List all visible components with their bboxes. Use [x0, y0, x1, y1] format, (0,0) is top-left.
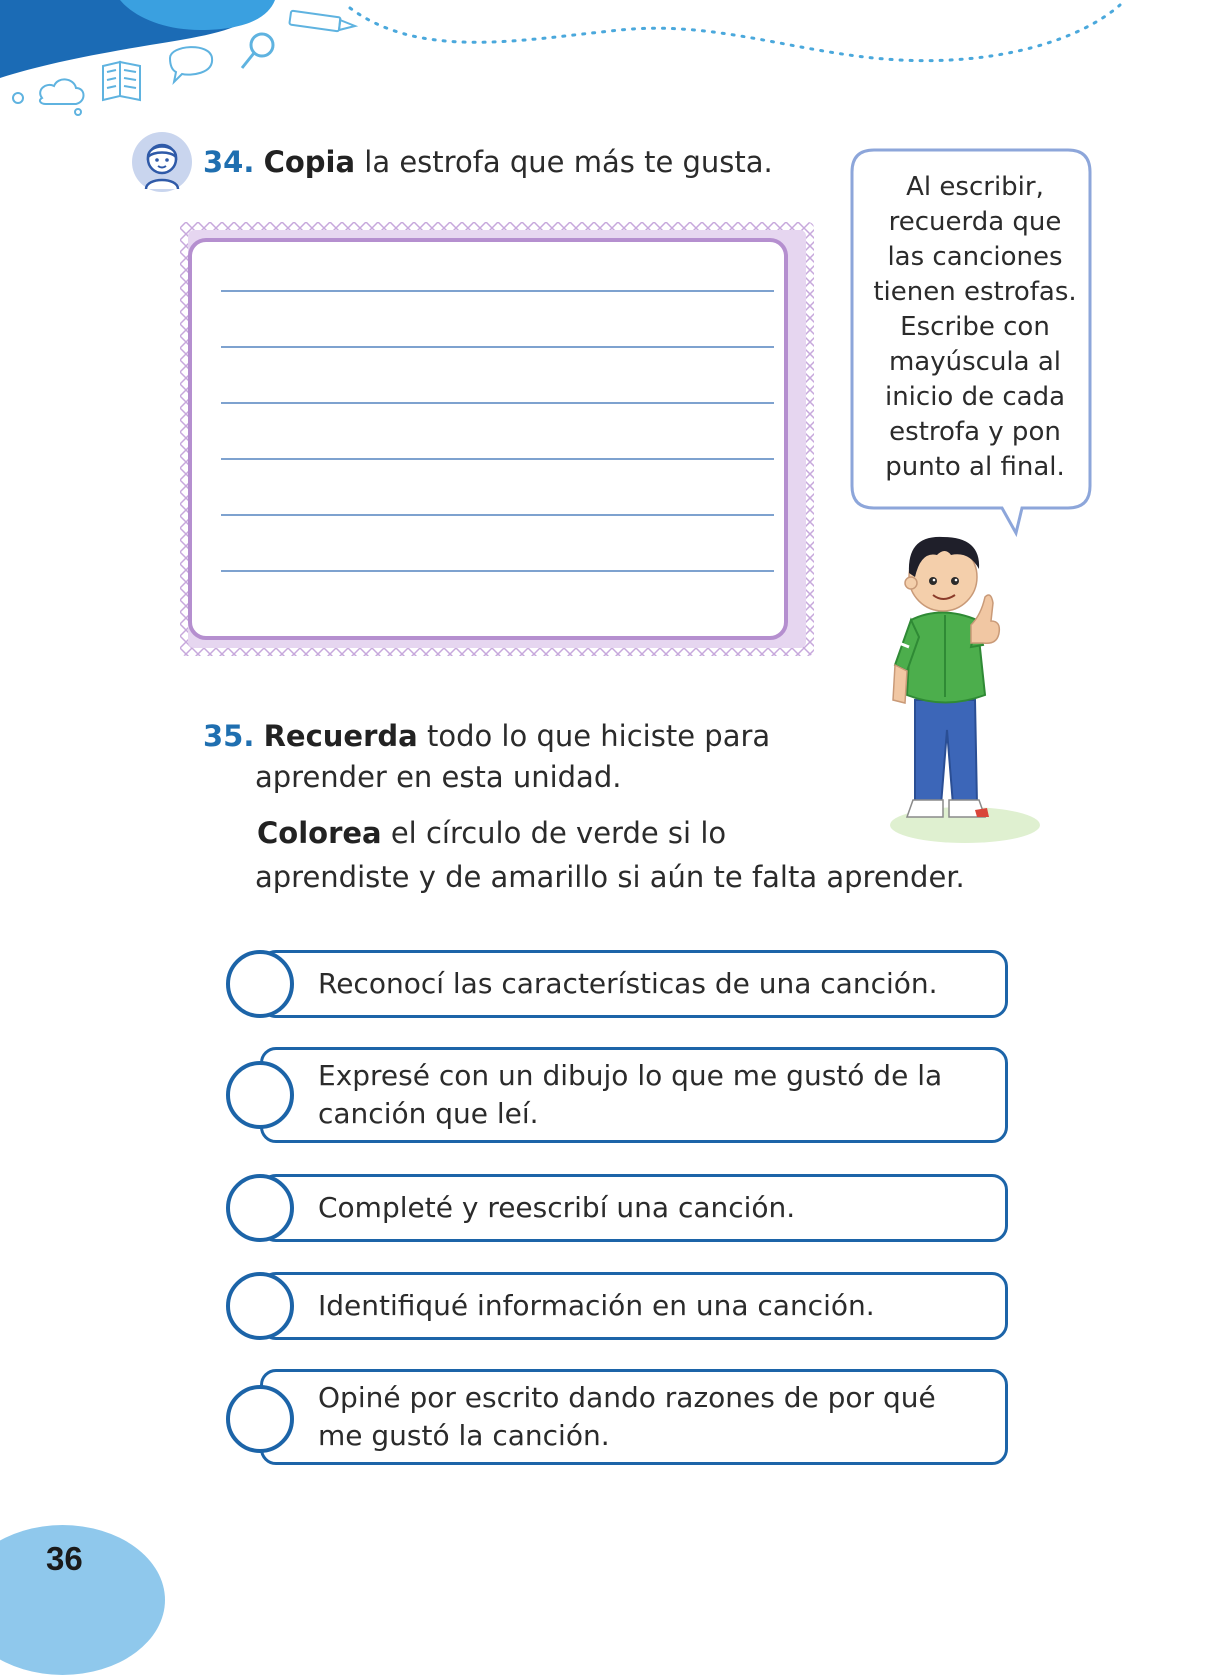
writing-line[interactable] — [221, 346, 774, 348]
book-icon — [103, 62, 140, 100]
checklist-circle[interactable] — [226, 950, 294, 1018]
checklist-item — [260, 950, 1008, 1018]
instruction-line1 — [257, 812, 726, 854]
checklist-item-line: Completé y reescribí una canción. — [318, 1191, 796, 1224]
checklist-circle[interactable] — [226, 1385, 294, 1453]
bubble-line: recuerda que — [888, 207, 1062, 237]
magnifier-icon — [242, 34, 273, 68]
checklist-item-text — [318, 1287, 975, 1325]
boy-thumbs-up-illustration — [885, 525, 1050, 850]
bubble-dot — [13, 93, 23, 103]
header-decoration — [0, 0, 1215, 130]
question-35-text: todo lo que hiciste para — [426, 719, 771, 753]
cloud-icon — [40, 79, 84, 115]
bubble-line: Al escribir, — [906, 172, 1044, 202]
bubble-line: tienen estrofas. — [873, 277, 1077, 307]
bubble-line: inicio de cada — [884, 382, 1066, 412]
bubble-line: Escribe con — [900, 312, 1050, 342]
writing-line[interactable] — [221, 514, 774, 516]
question-34-verb: Copia — [263, 145, 356, 179]
checklist-item — [260, 1272, 1008, 1340]
checklist-item-text — [318, 1057, 975, 1133]
checklist-circle[interactable] — [226, 1272, 294, 1340]
bubble-line: mayúscula al — [888, 347, 1062, 377]
question-35-verb: Recuerda — [263, 719, 418, 753]
speech-bubble-text — [866, 170, 1084, 485]
bubble-line: punto al final. — [885, 452, 1065, 482]
bubble-line: estrofa y pon — [889, 417, 1061, 447]
checklist-item-line: Expresé con un dibujo lo que me gustó de la — [318, 1059, 943, 1092]
checklist-item — [260, 1174, 1008, 1242]
pencil-icon — [289, 11, 355, 32]
checklist-item-line: Identifiqué información en una canción. — [318, 1289, 875, 1322]
writing-frame — [180, 222, 814, 656]
checklist-item-line: Opiné por escrito dando razones de por qué — [318, 1381, 936, 1414]
checklist-circle[interactable] — [226, 1061, 294, 1129]
checklist-item-line: me gustó la canción. — [318, 1419, 610, 1452]
instruction-line2: aprendiste y de amarillo si aún te falta aprender. — [255, 860, 965, 894]
writing-line[interactable] — [221, 402, 774, 404]
writing-line[interactable] — [221, 570, 774, 572]
checklist-item-text — [318, 1379, 975, 1455]
checklist-circle[interactable] — [226, 1174, 294, 1242]
checklist-item — [260, 1047, 1008, 1143]
checklist-item — [260, 1369, 1008, 1465]
student-avatar-icon — [131, 131, 193, 193]
instruction-text: el círculo de verde si lo — [390, 816, 727, 850]
instruction-verb: Colorea — [257, 816, 382, 850]
bubble-line: las canciones — [887, 242, 1063, 272]
question-35 — [203, 716, 770, 756]
question-35-line2: aprender en esta unidad. — [255, 760, 622, 794]
checklist-item-text — [318, 965, 975, 1003]
writing-line[interactable] — [221, 458, 774, 460]
writing-line[interactable] — [221, 290, 774, 292]
question-35-number: 35. — [203, 719, 255, 753]
question-34-number: 34. — [203, 145, 255, 179]
question-34 — [203, 142, 773, 182]
question-34-text: la estrofa que más te gusta. — [364, 145, 773, 179]
checklist-item-line: canción que leí. — [318, 1097, 539, 1130]
checklist-item-text — [318, 1189, 975, 1227]
page-number: 36 — [46, 1540, 83, 1577]
checklist-item-line: Reconocí las características de una canción. — [318, 967, 938, 1000]
speech-icon — [170, 47, 212, 82]
